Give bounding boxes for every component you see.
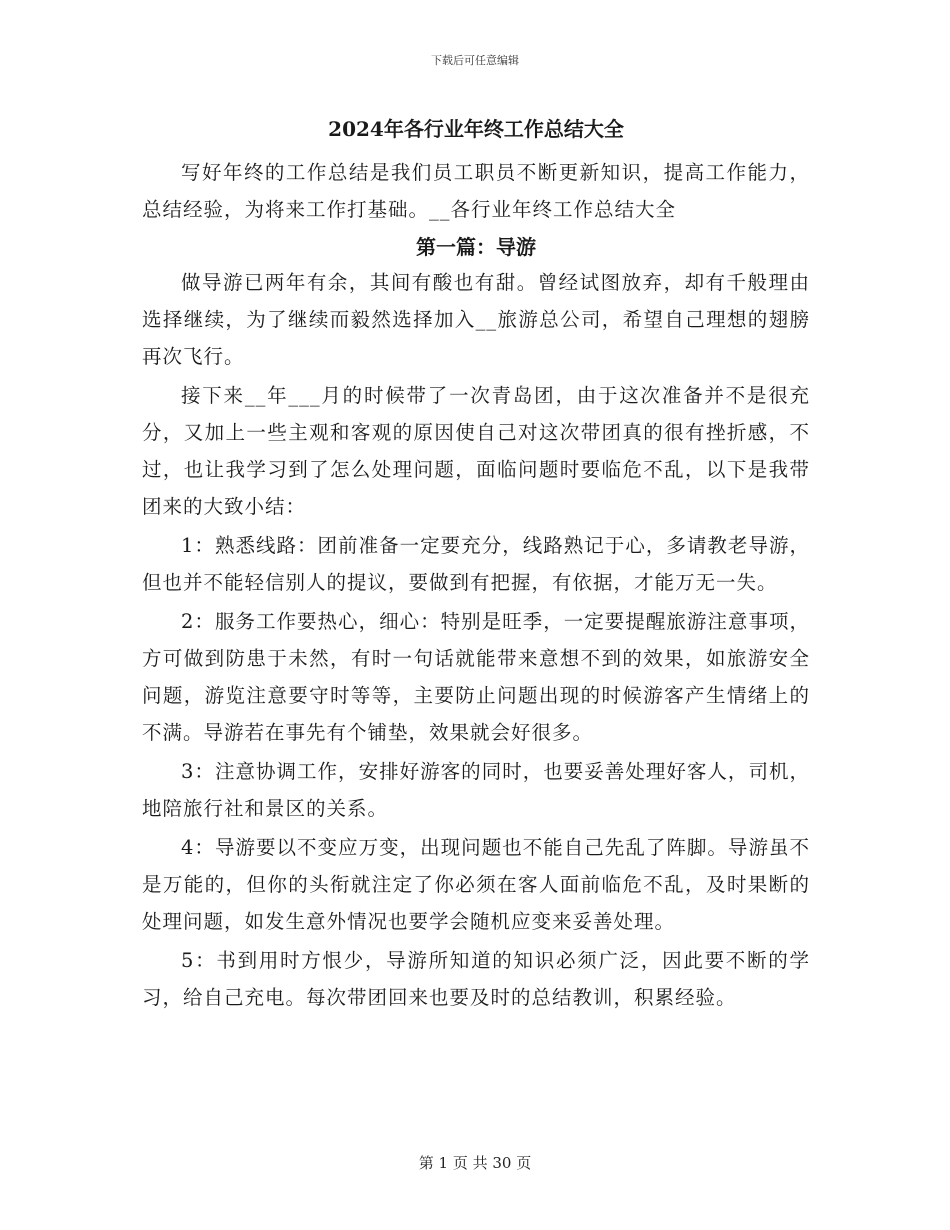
page-footer: 第 1 页 共 30 页: [418, 1154, 532, 1172]
body-paragraph: 2：服务工作要热心，细心：特别是旺季，一定要提醒旅游注意事项，方可做到防患于未然，有时一句话就能带来意想不到的效果，如旅游安全问题，游览注意要守时等等，主要防止问题出现的时候游客产生情绪上的不满。导游若在事先有个铺垫，效果就会好很多。: [142, 610, 810, 744]
document-title: 2024年各行业年终工作总结大全: [328, 117, 624, 141]
body-paragraph: 3：注意协调工作，安排好游客的同时，也要妥善处理好客人，司机，地陪旅行社和景区的关系。: [142, 760, 810, 820]
body-paragraph: 接下来__年___月的时候带了一次青岛团，由于这次准备并不是很充分，又加上一些主观和客观的原因使自己对这次带团真的很有挫折感，不过，也让我学习到了怎么处理问题，面临问题时要临危不乱，以下是我带团来的大致小结：: [142, 384, 810, 518]
intro-paragraph: 写好年终的工作总结是我们员工职员不断更新知识，提高工作能力，总结经验，为将来工作打基础。__各行业年终工作总结大全: [142, 161, 810, 221]
document-body: [142, 112, 810, 1018]
page-header: 下载后可任意编辑: [431, 54, 519, 67]
section-title: 第一篇：导游: [416, 235, 536, 259]
body-paragraph: 4：导游要以不变应万变，出现问题也不能自己先乱了阵脚。导游虽不是万能的，但你的头衔就注定了你必须在客人面前临危不乱，及时果断的处理问题，如发生意外情况也要学会随机应变来妥善处理。: [142, 836, 810, 933]
body-paragraph: 做导游已两年有余，其间有酸也有甜。曾经试图放弃，却有千般理由选择继续，为了继续而毅然选择加入__旅游总公司，希望自己理想的翅膀再次飞行。: [142, 271, 810, 368]
body-paragraph: 5：书到用时方恨少，导游所知道的知识必须广泛，因此要不断的学习，给自己充电。每次带团回来也要及时的总结教训，积累经验。: [142, 949, 810, 1009]
body-paragraph: 1：熟悉线路：团前准备一定要充分，线路熟记于心，多请教老导游，但也并不能轻信别人的提议，要做到有把握，有依据，才能万无一失。: [142, 534, 810, 594]
